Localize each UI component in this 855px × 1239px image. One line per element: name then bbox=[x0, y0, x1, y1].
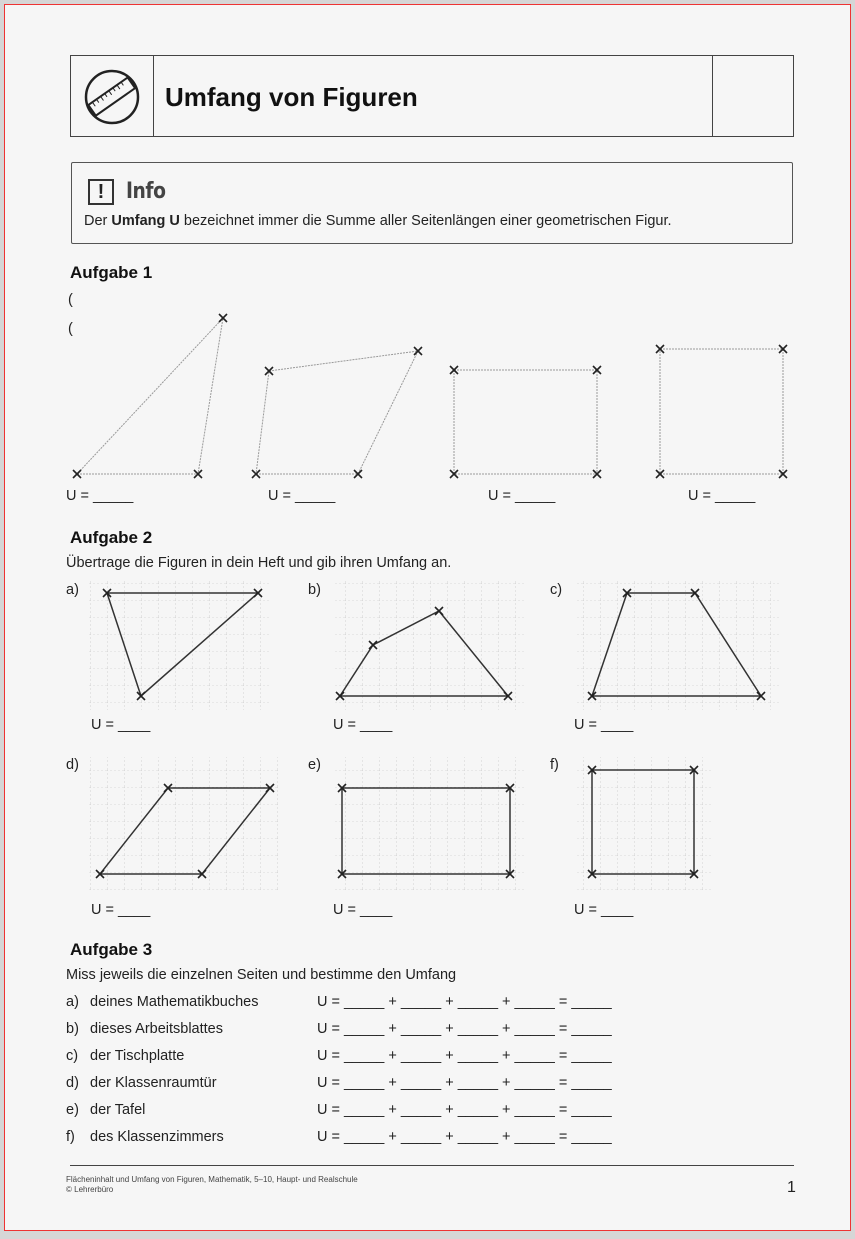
grid-d bbox=[89, 757, 279, 892]
task3-row-letter: b) bbox=[66, 1021, 79, 1037]
task3-instruction: Miss jeweils die einzelnen Seiten und bestimme den Umfang bbox=[66, 967, 457, 983]
task2-answer-e[interactable]: U = ____ bbox=[333, 902, 393, 918]
task3-row-letter: c) bbox=[66, 1048, 79, 1064]
grid-e bbox=[335, 757, 525, 892]
task2-label-e: e) bbox=[308, 757, 321, 773]
task3-row-item: der Klassenraumtür bbox=[90, 1075, 217, 1091]
task3-row-letter: e) bbox=[66, 1102, 79, 1118]
task2-instruction: Übertrage die Figuren in dein Heft und gib ihren Umfang an. bbox=[66, 555, 452, 571]
task3-row-item: der Tischplatte bbox=[90, 1048, 185, 1064]
page-number: 1 bbox=[787, 1179, 796, 1196]
task2-label-c: c) bbox=[550, 582, 563, 598]
task3-row-formula[interactable]: U = _____ + _____ + _____ + _____ = _____ bbox=[317, 1129, 612, 1145]
task3-row-item: der Tafel bbox=[90, 1102, 146, 1118]
task3-row-letter: a) bbox=[66, 994, 79, 1010]
task1-rectangle bbox=[450, 366, 601, 478]
footer-copyright: © Lehrerbüro bbox=[66, 1185, 114, 1194]
page-title: Umfang von Figuren bbox=[165, 82, 418, 112]
task3-row-formula[interactable]: U = _____ + _____ + _____ + _____ = _____ bbox=[317, 1102, 612, 1118]
task1-square bbox=[656, 345, 787, 478]
task1-answer-4[interactable]: U = _____ bbox=[688, 488, 756, 504]
task1-answer-2[interactable]: U = _____ bbox=[268, 488, 336, 504]
grid-a bbox=[89, 580, 269, 710]
footer-divider bbox=[70, 1165, 794, 1166]
task2-answer-c[interactable]: U = ____ bbox=[574, 717, 634, 733]
task3-row-item: des Klassenzimmers bbox=[90, 1129, 224, 1145]
info-title: Info bbox=[126, 179, 166, 204]
task2-answer-d[interactable]: U = ____ bbox=[91, 902, 151, 918]
info-text-bold: Umfang U bbox=[111, 213, 180, 229]
task2-answer-b[interactable]: U = ____ bbox=[333, 717, 393, 733]
task3-row-item: dieses Arbeitsblattes bbox=[90, 1021, 223, 1037]
grid-c bbox=[575, 580, 781, 710]
info-text-post: bezeichnet immer die Summe aller Seitenlängen einer geometrischen Figur. bbox=[179, 213, 672, 229]
task1-answer-1[interactable]: U = _____ bbox=[66, 488, 134, 504]
task3-row-item: deines Mathematikbuches bbox=[90, 994, 259, 1010]
task3-heading: Aufgabe 3 bbox=[70, 940, 153, 959]
task2-label-a: a) bbox=[66, 582, 79, 598]
info-text-pre: Der bbox=[84, 213, 112, 229]
footer-source: Flächeninhalt und Umfang von Figuren, Mathematik, 5–10, Haupt- und Realschule bbox=[66, 1175, 358, 1184]
task1-trapezoid bbox=[252, 347, 422, 478]
grid-f bbox=[575, 757, 711, 892]
task1-answer-3[interactable]: U = _____ bbox=[488, 488, 556, 504]
task3-row-formula[interactable]: U = _____ + _____ + _____ + _____ = _____ bbox=[317, 1021, 612, 1037]
task3-row-formula[interactable]: U = _____ + _____ + _____ + _____ = _____ bbox=[317, 994, 612, 1010]
worksheet-page bbox=[4, 4, 851, 1231]
task2-heading: Aufgabe 2 bbox=[70, 528, 153, 547]
task3-row-letter: f) bbox=[66, 1129, 75, 1145]
task1-heading: Aufgabe 1 bbox=[70, 263, 153, 282]
task2-label-b: b) bbox=[308, 582, 321, 598]
task3-row-formula[interactable]: U = _____ + _____ + _____ + _____ = _____ bbox=[317, 1048, 612, 1064]
task2-answer-f[interactable]: U = ____ bbox=[574, 902, 634, 918]
grid-b bbox=[335, 580, 525, 710]
task1-line2: ( bbox=[68, 321, 73, 337]
task2-label-d: d) bbox=[66, 757, 79, 773]
exclamation-icon: ! bbox=[88, 179, 114, 205]
task1-triangle bbox=[73, 314, 227, 478]
task3-row-formula[interactable]: U = _____ + _____ + _____ + _____ = _____ bbox=[317, 1075, 612, 1091]
task3-row-letter: d) bbox=[66, 1075, 79, 1091]
task1-line1: ( bbox=[68, 292, 73, 308]
task2-answer-a[interactable]: U = ____ bbox=[91, 717, 151, 733]
task2-label-f: f) bbox=[550, 757, 559, 773]
